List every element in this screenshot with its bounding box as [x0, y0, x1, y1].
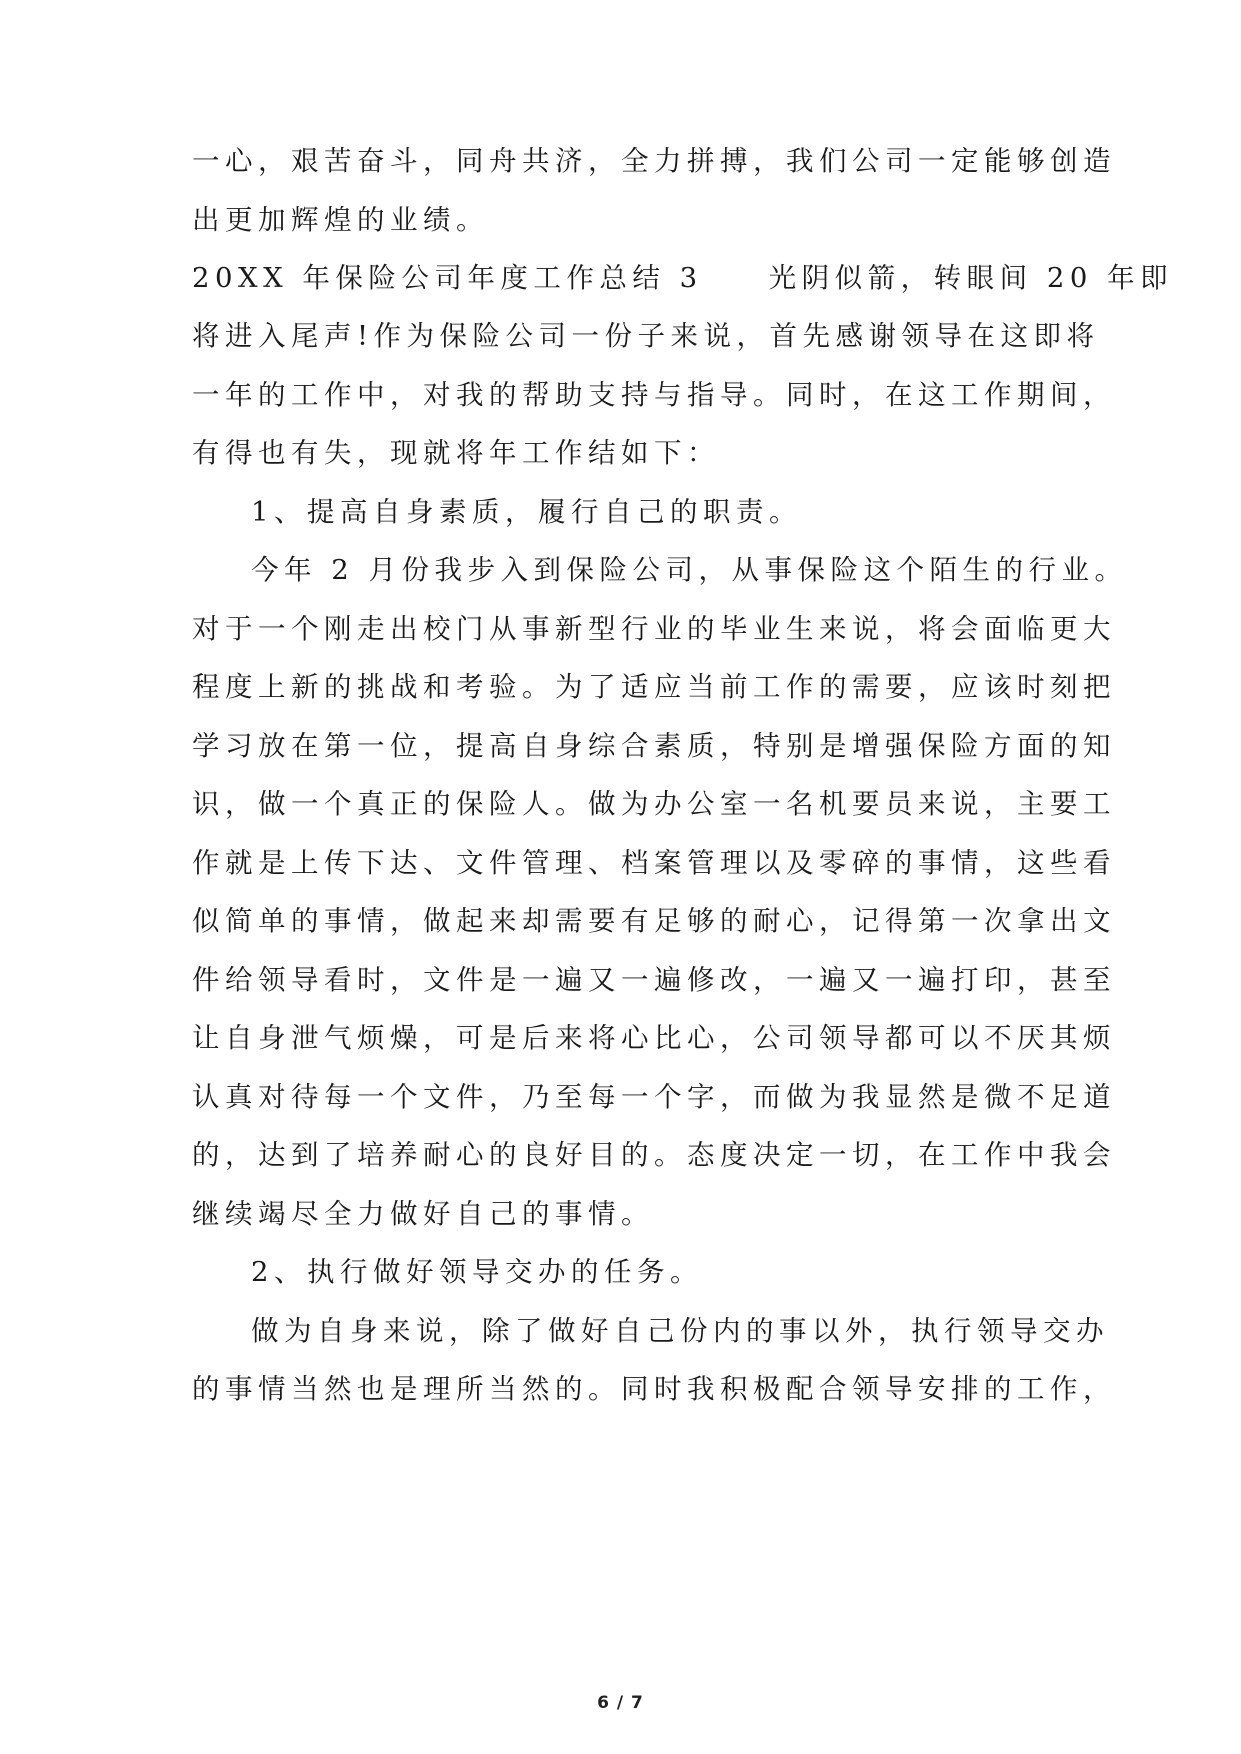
paragraph-start-line: 做为自身来说，除了做好自己份内的事以外，执行领导交办 [251, 1315, 1109, 1347]
list-item-heading: 1、提高自身素质，履行自己的职责。 [251, 496, 802, 528]
text-line: 对于一个刚走出校门从事新型行业的毕业生来说，将会面临更大 [192, 613, 1116, 645]
text-line: 学习放在第一位，提高自身综合素质，特别是增强保险方面的知 [192, 730, 1116, 762]
text-line: 认真对待每一个文件，乃至每一个字，而做为我显然是微不足道 [192, 1081, 1116, 1113]
text-line: 一心，艰苦奋斗，同舟共济，全力拼搏，我们公司一定能够创造 [192, 145, 1116, 177]
text-line: 作就是上传下达、文件管理、档案管理以及零碎的事情，这些看 [192, 847, 1116, 879]
page-number: 6 / 7 [597, 1693, 644, 1713]
text-line: 出更加辉煌的业绩。 [192, 204, 489, 236]
section-heading-line: 20XX 年保险公司年度工作总结 3 光阴似箭，转眼间 20 年即 [192, 262, 1174, 294]
text-line: 程度上新的挑战和考验。为了适应当前工作的需要，应该时刻把 [192, 671, 1116, 703]
text-line: 让自身泄气烦燥，可是后来将心比心，公司领导都可以不厌其烦 [192, 1022, 1116, 1054]
text-line: 一年的工作中，对我的帮助支持与指导。同时，在这工作期间， [192, 379, 1116, 411]
text-line: 似简单的事情，做起来却需要有足够的耐心，记得第一次拿出文 [192, 905, 1116, 937]
text-line: 有得也有失，现就将年工作结如下： [192, 437, 720, 469]
text-line: 继续竭尽全力做好自己的事情。 [192, 1198, 654, 1230]
text-line: 将进入尾声!作为保险公司一份子来说，首先感谢领导在这即将 [192, 320, 1100, 352]
text-line: 识，做一个真正的保险人。做为办公室一名机要员来说，主要工 [192, 788, 1116, 820]
text-line: 的，达到了培养耐心的良好目的。态度决定一切，在工作中我会 [192, 1139, 1116, 1171]
text-line: 件给领导看时，文件是一遍又一遍修改，一遍又一遍打印，甚至 [192, 964, 1116, 996]
paragraph-start-line: 今年 2 月份我步入到保险公司，从事保险这个陌生的行业。 [251, 554, 1128, 586]
list-item-heading: 2、执行做好领导交办的任务。 [251, 1256, 703, 1288]
text-line: 的事情当然也是理所当然的。同时我积极配合领导安排的工作， [192, 1373, 1116, 1405]
